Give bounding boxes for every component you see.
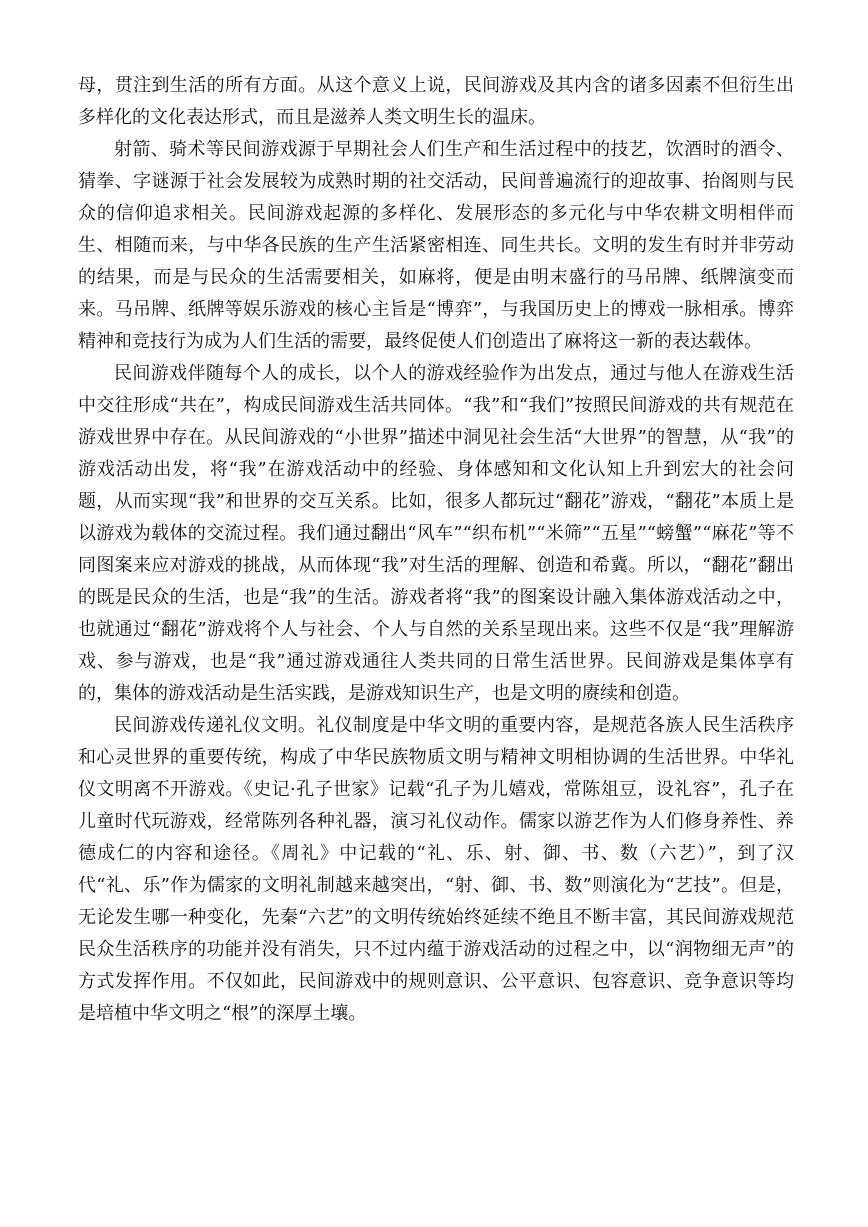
paragraph-continuation: 母，贯注到生活的所有方面。从这个意义上说，民间游戏及其内含的诸多因素不但衍生出多样化的文化表达形式，而且是滋养人类文明生长的温床。 <box>78 75 794 128</box>
paragraph-growth: 民间游戏伴随每个人的成长，以个人的游戏经验作为出发点，通过与他人在游戏生活中交往形成“共在”，构成民间游戏生活共同体。“我”和“我们”按照民间游戏的共有规范在游戏世界中存在。从民间游戏的“小世界”描述中洞见社会生活“大世界”的智慧，从“我”的游戏活动出发，将“我”在游戏活动中的经验、身体感知和文化认知上升到宏大的社会问题，从而实现“我”和世界的交互关系。比如，很多人都玩过“翻花”游戏，“翻花”本质上是以游戏为载体的交流过程。我们通过翻出“风车”“织布机”“米筛”“五星”“螃蟹”“麻花”等不同图案来应对游戏的挑战，从而体现“我”对生活的理解、创造和希冀。所以，“翻花”翻出的既是民众的生活，也是“我”的生活。游戏者将“我”的图案设计融入集体游戏活动之中，也就通过“翻花”游戏将个人与社会、个人与自然的关系呈现出来。这些不仅是“我”理解游戏、参与游戏，也是“我”通过游戏通往人类共同的日常生活世界。民间游戏是集体享有的，集体的游戏活动是生活实践，是游戏知识生产，也是文明的赓续和创造。 <box>78 363 794 704</box>
paragraph-etiquette: 民间游戏传递礼仪文明。礼仪制度是中华文明的重要内容，是规范各族人民生活秩序和心灵世界的重要传统，构成了中华民族物质文明与精神文明相协调的生活世界。中华礼仪文明离不开游戏。《史记·孔子世家》记载“孔子为儿嬉戏，常陈俎豆，设礼容”，孔子在儿童时代玩游戏，经常陈列各种礼器，演习礼仪动作。儒家以游艺作为人们修身养性、养德成仁的内容和途径。《周礼》中记载的“礼、乐、射、御、书、数（六艺）”，到了汉代“礼、乐”作为儒家的文明礼制越来越突出，“射、御、书、数”则演化为“艺技”。但是，无论发生哪一种变化，先秦“六艺”的文明传统始终延续不绝且不断丰富，其民间游戏规范民众生活秩序的功能并没有消失，只不过内蕴于游戏活动的过程之中，以“润物细无声”的方式发挥作用。不仅如此，民间游戏中的规则意识、公平意识、包容意识、竞争意识等均是培植中华文明之“根”的深厚土壤。 <box>78 715 794 1024</box>
paragraph-origins: 射箭、骑术等民间游戏源于早期社会人们生产和生活过程中的技艺，饮酒时的酒令、猜拳、字谜源于社会发展较为成熟时期的社交活动，民间普遍流行的迎故事、抬阁则与民众的信仰追求相关。民间游戏起源的多样化、发展形态的多元化与中华农耕文明相伴而生、相随而来，与中华各民族的生产生活紧密相连、同生共长。文明的发生有时并非劳动的结果，而是与民众的生活需要相关，如麻将，便是由明末盛行的马吊牌、纸牌演变而来。马吊牌、纸牌等娱乐游戏的核心主旨是“博弈”，与我国历史上的博戏一脉相承。博弈精神和竞技行为成为人们生活的需要，最终促使人们创造出了麻将这一新的表达载体。 <box>78 139 794 352</box>
document-page <box>78 70 794 1030</box>
